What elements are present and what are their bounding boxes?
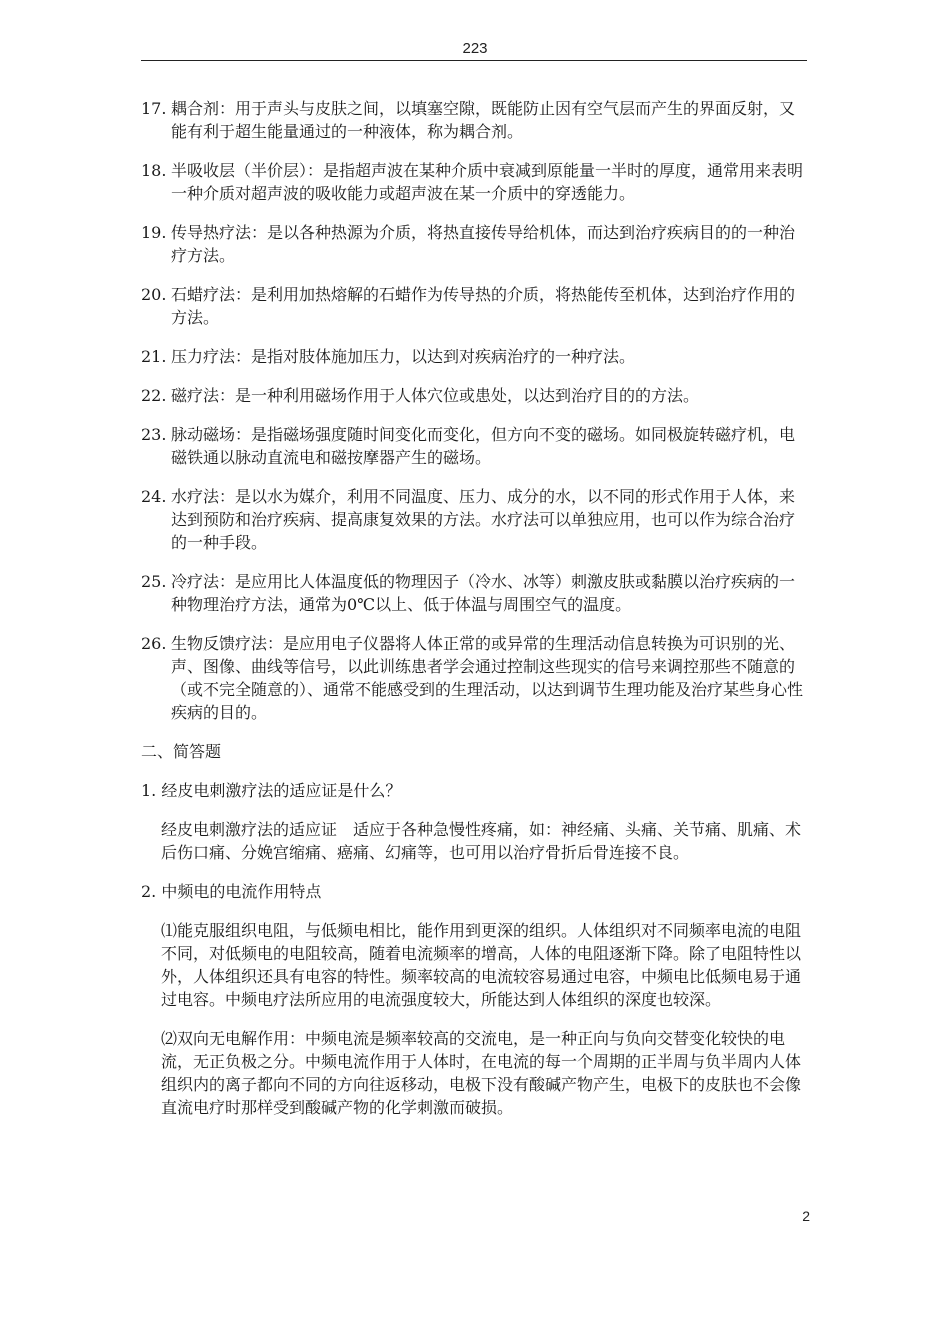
answer-2-paragraph-2: ⑵双向无电解作用：中频电流是频率较高的交流电，是一种正向与负向交替变化较快的电流，无正负极之分。中频电流作用于人体时，在电流的每一个周期的正半周与负半周内人体组织内的离子都向不同的方向往返移动，电极下没有酸碱产物产生，电极下的皮肤也不会像直流电疗时那样受到酸碱产物的化学刺激而破损。 xyxy=(161,1029,802,1117)
item-text: 半吸收层（半价层）：是指超声波在某种介质中衰减到原能量一半时的厚度，通常用来表明一种介质对超声波的吸收能力或超声波在某一介质中的穿透能力。 xyxy=(171,161,804,203)
item-number: 24. xyxy=(141,487,167,506)
definition-item-17 xyxy=(141,97,809,143)
definition-item-20 xyxy=(141,283,809,329)
answer-1: 经皮电刺激疗法的适应证 适应于各种急慢性疼痛，如：神经痛、头痛、关节痛、肌痛、术后伤口痛、分娩宫缩痛、癌痛、幻痛等，也可用以治疗骨折后骨连接不良。 xyxy=(161,820,802,862)
definition-item-24 xyxy=(141,485,809,554)
item-number: 19. xyxy=(141,223,167,242)
item-text: 生物反馈疗法：是应用电子仪器将人体正常的或异常的生理活动信息转换为可识别的光、声、图像、曲线等信号，以此训练患者学会通过控制这些现实的信号来调控那些不随意的（或不完全随意的）、通常不能感受到的生理活动，以达到调节生理功能及治疗某些身心性疾病的目的。 xyxy=(171,634,804,722)
header-divider xyxy=(141,60,807,61)
definition-item-23 xyxy=(141,423,809,469)
item-text: 压力疗法：是指对肢体施加压力，以达到对疾病治疗的一种疗法。 xyxy=(171,347,636,366)
definition-item-25 xyxy=(141,570,809,616)
item-number: 20. xyxy=(141,285,167,304)
answer-2-paragraph-1: ⑴能克服组织电阻，与低频电相比，能作用到更深的组织。人体组织对不同频率电流的电阻不同，对低频电的电阻较高，随着电流频率的增高，人体的电阻逐渐下降。除了电阻特性以外，人体组织还具有电容的特性。频率较高的电流较容易通过电容，中频电比低频电易于通过电容。中频电疗法所应用的电流强度较大，所能达到人体组织的深度也较深。 xyxy=(161,921,802,1009)
item-number: 26. xyxy=(141,634,167,653)
item-number: 22. xyxy=(141,386,167,405)
item-text: 传导热疗法：是以各种热源为介质，将热直接传导给机体，而达到治疗疾病目的的一种治疗方法。 xyxy=(171,223,796,265)
page-content xyxy=(141,97,809,1119)
definition-item-21 xyxy=(141,345,809,368)
definition-item-18 xyxy=(141,159,809,205)
item-text: 水疗法：是以水为媒介，利用不同温度、压力、成分的水，以不同的形式作用于人体，来达到预防和治疗疾病、提高康复效果的方法。水疗法可以单独应用，也可以作为综合治疗的一种手段。 xyxy=(171,487,796,552)
item-text: 耦合剂：用于声头与皮肤之间，以填塞空隙，既能防止因有空气层而产生的界面反射，又能有利于超生能量通过的一种液体，称为耦合剂。 xyxy=(171,99,796,141)
definition-item-26 xyxy=(141,632,809,724)
item-text: 磁疗法：是一种利用磁场作用于人体穴位或患处，以达到治疗目的的方法。 xyxy=(171,386,700,405)
definition-item-22 xyxy=(141,384,809,407)
item-number: 23. xyxy=(141,425,167,444)
header-page-number: 223 xyxy=(462,40,488,57)
definition-item-19 xyxy=(141,221,809,267)
item-text: 冷疗法：是应用比人体温度低的物理因子（冷水、冰等）刺激皮肤或黏膜以治疗疾病的一种物理治疗方法，通常为0℃以上、低于体温与周围空气的温度。 xyxy=(171,572,796,614)
item-text: 石蜡疗法：是利用加热熔解的石蜡作为传导热的介质，将热能传至机体，达到治疗作用的方法。 xyxy=(171,285,796,327)
item-text: 脉动磁场：是指磁场强度随时间变化而变化，但方向不变的磁场。如同极旋转磁疗机，电磁铁通以脉动直流电和磁按摩器产生的磁场。 xyxy=(171,425,796,467)
section-title: 二、简答题 xyxy=(141,742,222,761)
item-number: 21. xyxy=(141,347,167,366)
question-1: 1. 经皮电刺激疗法的适应证是什么？ xyxy=(141,781,402,800)
item-number: 18. xyxy=(141,161,167,180)
footer-page-number: 2 xyxy=(802,1208,810,1224)
item-number: 25. xyxy=(141,572,167,591)
question-2: 2. 中频电的电流作用特点 xyxy=(141,882,322,901)
item-number: 17. xyxy=(141,99,167,118)
